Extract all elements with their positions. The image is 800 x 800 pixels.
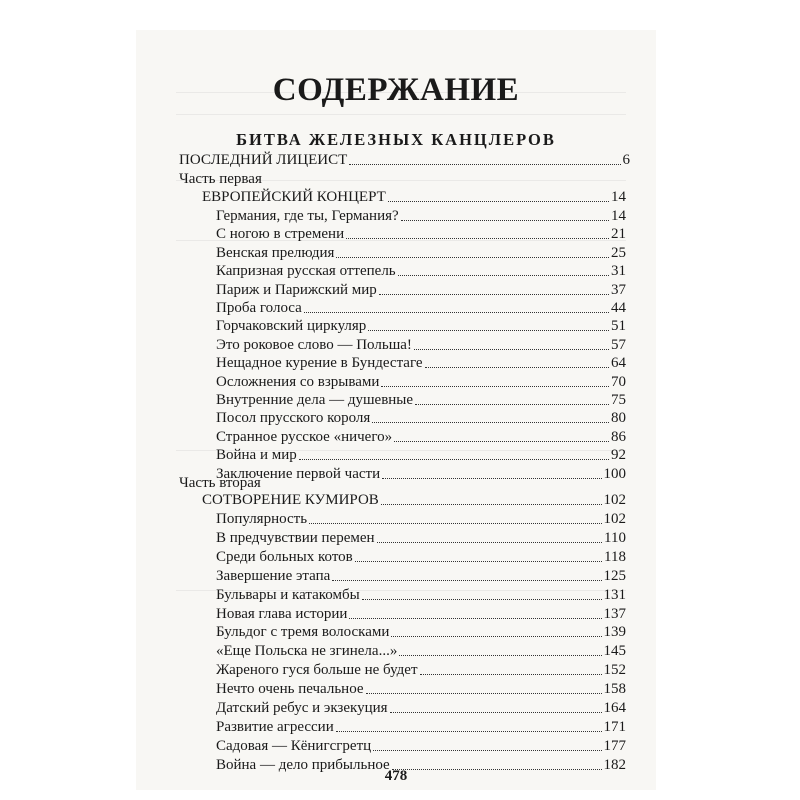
- toc-entry-title: Проба голоса: [216, 300, 302, 316]
- toc-entry-page: 102: [603, 511, 626, 527]
- toc-entry-title: Странное русское «ничего»: [216, 428, 393, 445]
- toc-entry-page: 21: [611, 226, 626, 243]
- dot-leader: [388, 201, 609, 202]
- toc-entry-page: 131: [603, 586, 626, 603]
- toc-entry-title: Это роковое слово — Польша!: [216, 336, 412, 353]
- toc-chapter-entry[interactable]: [216, 389, 626, 409]
- toc-chapter-entry[interactable]: [216, 260, 626, 280]
- toc-entry-page: 145: [603, 643, 626, 660]
- dot-leader: [398, 275, 609, 276]
- toc-section-entry[interactable]: [202, 489, 626, 509]
- dot-leader: [368, 330, 609, 331]
- toc-chapter-entry[interactable]: [216, 297, 626, 317]
- toc-chapter-entry[interactable]: [216, 242, 626, 262]
- toc-entry-title: Новая глава истории: [216, 605, 348, 622]
- dot-leader: [379, 294, 609, 295]
- toc-entry-page: 92: [611, 447, 626, 464]
- toc-chapter-entry[interactable]: [216, 223, 626, 243]
- dot-leader: [382, 478, 601, 479]
- toc-entry-page: 177: [603, 737, 626, 754]
- toc-chapter-entry[interactable]: [216, 697, 626, 717]
- toc-entry-page: 70: [611, 373, 626, 390]
- toc-entry-title: В предчувствии перемен: [216, 529, 375, 546]
- book-subtitle: БИТВА ЖЕЛЕЗНЫХ КАНЦЛЕРОВ: [236, 130, 556, 149]
- dot-leader: [366, 693, 602, 694]
- dot-leader: [394, 441, 609, 442]
- dot-leader: [299, 459, 609, 460]
- toc-chapter-entry[interactable]: [216, 426, 626, 446]
- toc-chapter-entry[interactable]: [216, 334, 626, 354]
- toc-entry-title: Среди больных котов: [216, 548, 353, 565]
- dot-leader: [336, 257, 609, 258]
- toc-chapter-entry[interactable]: [216, 565, 626, 585]
- toc-chapter-entry[interactable]: [216, 584, 626, 604]
- toc-entry-title: Война — дело прибыльное: [216, 756, 390, 773]
- toc-entry-title: СОТВОРЕНИЕ КУМИРОВ: [202, 492, 379, 508]
- toc-chapter-entry[interactable]: [216, 508, 626, 528]
- toc-chapter-entry[interactable]: [216, 678, 626, 698]
- toc-chapter-entry[interactable]: [216, 279, 626, 299]
- dot-leader: [401, 220, 609, 221]
- toc-entry-title: Германия, где ты, Германия?: [216, 208, 399, 224]
- toc-entry-page: 44: [611, 300, 626, 316]
- toc-chapter-entry[interactable]: [216, 527, 626, 547]
- dot-leader: [415, 404, 609, 405]
- toc-chapter-entry[interactable]: [216, 640, 626, 660]
- book-page: [136, 30, 656, 790]
- toc-entry-title: «Еще Польска не згинела...»: [216, 643, 398, 660]
- toc-chapter-entry[interactable]: [216, 444, 626, 464]
- dot-leader: [381, 504, 602, 505]
- dot-leader: [425, 367, 609, 368]
- toc-entry-title: Садовая — Кёнигсгретц: [216, 737, 372, 754]
- toc-entry-page: 110: [604, 529, 626, 546]
- toc-entry-page: 6: [622, 152, 630, 168]
- page-number: 478: [384, 768, 408, 784]
- toc-entry-title: Венская прелюдия: [216, 244, 335, 261]
- toc-entry-page: 125: [603, 567, 626, 584]
- dot-leader: [362, 599, 602, 600]
- toc-entry-title: Бульдог с тремя волосками: [216, 624, 390, 641]
- dot-leader: [309, 523, 601, 524]
- dot-leader: [336, 731, 602, 732]
- toc-entry-title: Осложнения со взрывами: [216, 373, 380, 390]
- toc-entry-title: Посол прусского короля: [216, 410, 371, 427]
- toc-chapter-entry[interactable]: [216, 315, 626, 335]
- table-of-contents: [136, 30, 656, 790]
- toc-entry-page: 137: [603, 605, 626, 622]
- dot-leader: [381, 386, 609, 387]
- toc-chapter-entry[interactable]: [216, 735, 626, 755]
- dot-leader: [349, 618, 601, 619]
- toc-chapter-entry[interactable]: [216, 371, 626, 391]
- toc-entry-page: 86: [611, 428, 626, 445]
- toc-entry-page: 14: [611, 208, 626, 224]
- part-one-heading: Часть первая: [179, 171, 262, 187]
- toc-entry-title: Нечто очень печальное: [216, 681, 364, 698]
- toc-entry-page: 75: [611, 392, 626, 408]
- toc-entry-page: 57: [611, 336, 626, 353]
- toc-entry-page: 182: [603, 756, 626, 773]
- toc-chapter-entry[interactable]: [216, 205, 626, 225]
- toc-entry-title: Популярность: [216, 511, 308, 527]
- toc-entry-page: 80: [611, 410, 626, 427]
- toc-entry-title: Внутренние дела — душевные: [216, 392, 414, 408]
- toc-entry-page: 37: [611, 281, 626, 298]
- toc-entry-page: 171: [603, 718, 626, 735]
- toc-entry-title: Капризная русская оттепель: [216, 263, 396, 280]
- toc-entry-title: ПОСЛЕДНИЙ ЛИЦЕИСТ: [179, 152, 348, 168]
- toc-entry-page: 158: [603, 681, 626, 698]
- toc-entry-title: Горчаковский циркуляр: [216, 318, 367, 335]
- toc-entry-title: Париж и Парижский мир: [216, 281, 377, 298]
- dot-leader: [377, 542, 603, 543]
- dot-leader: [373, 750, 601, 751]
- dot-leader: [391, 636, 601, 637]
- dot-leader: [304, 312, 609, 313]
- dot-leader: [346, 238, 609, 239]
- toc-chapter-entry[interactable]: [216, 463, 626, 483]
- toc-section-entry[interactable]: [202, 186, 626, 206]
- toc-entry-title: Заключение первой части: [216, 465, 381, 482]
- dot-leader: [420, 674, 602, 675]
- toc-chapter-entry[interactable]: [216, 352, 626, 372]
- toc-entry-page: 14: [611, 189, 626, 205]
- toc-entry-page: 164: [603, 700, 626, 716]
- toc-entry-page: 152: [603, 662, 626, 679]
- part-two-heading: Часть вторая: [179, 475, 261, 491]
- toc-chapter-entry[interactable]: [216, 407, 626, 427]
- dot-leader: [349, 164, 620, 165]
- toc-entry-title: Завершение этапа: [216, 567, 331, 584]
- toc-entry-page: 139: [603, 624, 626, 641]
- dot-leader: [332, 580, 601, 581]
- toc-entry-page: 31: [611, 263, 626, 280]
- page-title: СОДЕРЖАНИЕ: [272, 72, 520, 108]
- dot-leader: [372, 422, 609, 423]
- dot-leader: [355, 561, 602, 562]
- toc-entry-title: Нещадное курение в Бундестаге: [216, 355, 423, 372]
- toc-entry-title: Датский ребус и экзекуция: [216, 700, 388, 716]
- dot-leader: [399, 655, 601, 656]
- toc-entry-page: 51: [611, 318, 626, 335]
- dot-leader: [414, 349, 609, 350]
- toc-chapter-entry[interactable]: [216, 659, 626, 679]
- toc-entry-title: Жареного гуся больше не будет: [216, 662, 418, 679]
- toc-entry-title: Война и мир: [216, 447, 297, 464]
- toc-entry-page: 102: [603, 492, 626, 508]
- toc-chapter-entry[interactable]: [216, 716, 626, 736]
- toc-entry-page: 100: [603, 465, 626, 482]
- toc-entry-page: 64: [611, 355, 626, 372]
- toc-entry-title: Развитие агрессии: [216, 718, 334, 735]
- toc-entry-page: 118: [604, 548, 626, 565]
- toc-entry-title: ЕВРОПЕЙСКИЙ КОНЦЕРТ: [202, 189, 386, 205]
- toc-chapter-entry[interactable]: [216, 621, 626, 641]
- dot-leader: [390, 712, 602, 713]
- toc-entry-title: С ногою в стремени: [216, 226, 345, 243]
- toc-entry-title: Бульвары и катакомбы: [216, 586, 360, 603]
- toc-chapter-entry[interactable]: [216, 603, 626, 623]
- toc-entry-page: 25: [611, 244, 626, 261]
- toc-chapter-entry[interactable]: [216, 546, 626, 566]
- toc-intro-entry[interactable]: [179, 149, 630, 169]
